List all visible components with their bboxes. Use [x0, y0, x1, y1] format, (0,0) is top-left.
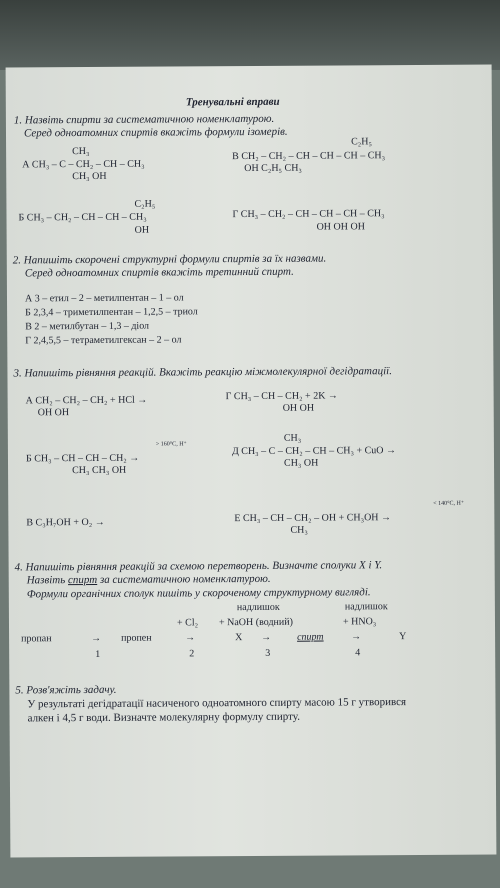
task4-line2: Назвіть спирт за систематичною номенклатурою. [26, 572, 271, 587]
task3-e-condition: < 140°C, H⁺ [433, 500, 465, 507]
task1-a-top: CH₃ [72, 145, 90, 158]
scheme-arrow-3: → [261, 631, 272, 643]
scheme-arrow-1: → [91, 632, 102, 644]
task3-a-bottom: OH OH [37, 407, 70, 419]
scheme-excess-1: надлишок [236, 601, 280, 614]
task2-heading: 2. Напишіть скорочені структурні формули спиртів за їх назвами. [12, 252, 327, 267]
task1-subheading: Серед одноатомних спиртів вкажіть формули ізомерів. [23, 125, 288, 140]
scheme-alcohol: спирт [297, 631, 324, 643]
scheme-x: X [235, 632, 243, 644]
task1-b-top: C₂H₅ [134, 198, 156, 210]
task3-b-bottom: CH₃ CH₃ OH [72, 464, 127, 477]
scheme-propane: пропан [21, 633, 52, 645]
scheme-y: Y [399, 631, 407, 643]
task1-v-formula: В CH₂ – CH₂ – CH – CH – CH – CH₃ [232, 150, 386, 163]
task3-g-formula: Г CH₃ – CH – CH₂ + 2K → [225, 390, 338, 403]
scheme-arrow-2: → [185, 632, 196, 644]
task3-d-bottom: CH₃ OH [283, 457, 319, 469]
scheme-step-3: 3 [265, 647, 271, 659]
task3-b-formula: Б CH₃ – CH – CH – CH₂ → [25, 452, 140, 465]
task2-item-b: Б 2,3,4 – триметилпентан – 1,2,5 – триол [25, 306, 198, 319]
scheme-reagent-3: + HNO₃ [342, 616, 377, 628]
task3-heading: 3. Напишіть рівняння реакцій. Вкажіть реакцію міжмолекулярної дегідратації. [13, 365, 392, 380]
worksheet-title: Тренувальні вправи [185, 95, 280, 109]
task5-heading: 5. Розв'яжіть задачу. [15, 683, 117, 697]
task5-line1: У результаті дегідратації насиченого одноатомного спирту масою 15 г утворився [27, 696, 407, 711]
task2-item-v: В 2 – метилбутан – 1,3 – діол [25, 320, 150, 333]
scheme-reagent-1: + Cl₂ [176, 617, 199, 629]
task2-item-a: А 3 – етил – 2 – метилпентан – 1 – ол [24, 292, 184, 305]
task3-v-formula: В C₃H₇OH + O₂ → [26, 516, 105, 529]
worksheet-paper [6, 65, 497, 858]
task5-line2: алкен і 4,5 г води. Визначте молекулярну формулу спирту. [27, 710, 300, 725]
task1-v-bottom: OH C₂H₅ CH₃ [244, 162, 302, 175]
task1-heading: 1. Назвіть спирти за систематичною номенклатурою. [13, 112, 275, 127]
task1-b-formula: Б CH₃ – CH₂ – CH – CH – CH₃ [18, 211, 147, 224]
task3-e-formula: Е CH₃ – CH – CH₂ – OH + CH₃OH → [234, 512, 392, 525]
scheme-step-2: 2 [189, 648, 195, 660]
task1-v-top: C₂H₅ [351, 136, 372, 148]
task1-g-formula: Г CH₃ – CH₂ – CH – CH – CH – CH₃ [232, 208, 385, 221]
task1-b-bottom: OH [134, 224, 150, 236]
task3-e-bottom: CH₃ [290, 524, 308, 536]
background-shadow [0, 0, 500, 70]
task2-subheading: Серед одноатомних спиртів вкажіть третинний спирт. [24, 265, 294, 280]
task4-heading: 4. Напишіть рівняння реакцій за схемою перетворень. Визначте сполуки X і Y. [14, 559, 383, 574]
scheme-arrow-4: → [351, 631, 362, 643]
task1-g-bottom: OH OH OH [316, 221, 365, 233]
task3-b-condition: > 160°C, H⁺ [155, 441, 187, 448]
scheme-excess-2: надлишок [344, 601, 388, 613]
task3-d-top: CH₃ [283, 432, 302, 444]
scheme-reagent-2: + NaOH (водний) [218, 616, 293, 629]
task3-a-formula: А CH₂ – CH₂ – CH₂ + HCl → [25, 394, 148, 407]
task1-a-formula: А CH₃ – C – CH₂ – CH – CH₃ [22, 158, 145, 171]
task1-a-bottom: CH₃ OH [72, 170, 107, 183]
task3-d-formula: Д CH₃ – C – CH₂ – CH – CH₃ + CuO → [231, 445, 397, 458]
task3-g-bottom: OH OH [282, 402, 315, 414]
task4-line3: Формули органічних сполук пишіть у скороченому структурному вигляді. [26, 586, 371, 601]
scheme-step-4: 4 [355, 647, 361, 659]
scheme-propene: пропен [121, 632, 152, 644]
scheme-step-1: 1 [95, 648, 101, 660]
underlined-word: спирт [67, 573, 98, 587]
task2-item-g: Г 2,4,5,5 – тетраметилгексан – 2 – ол [25, 334, 182, 347]
